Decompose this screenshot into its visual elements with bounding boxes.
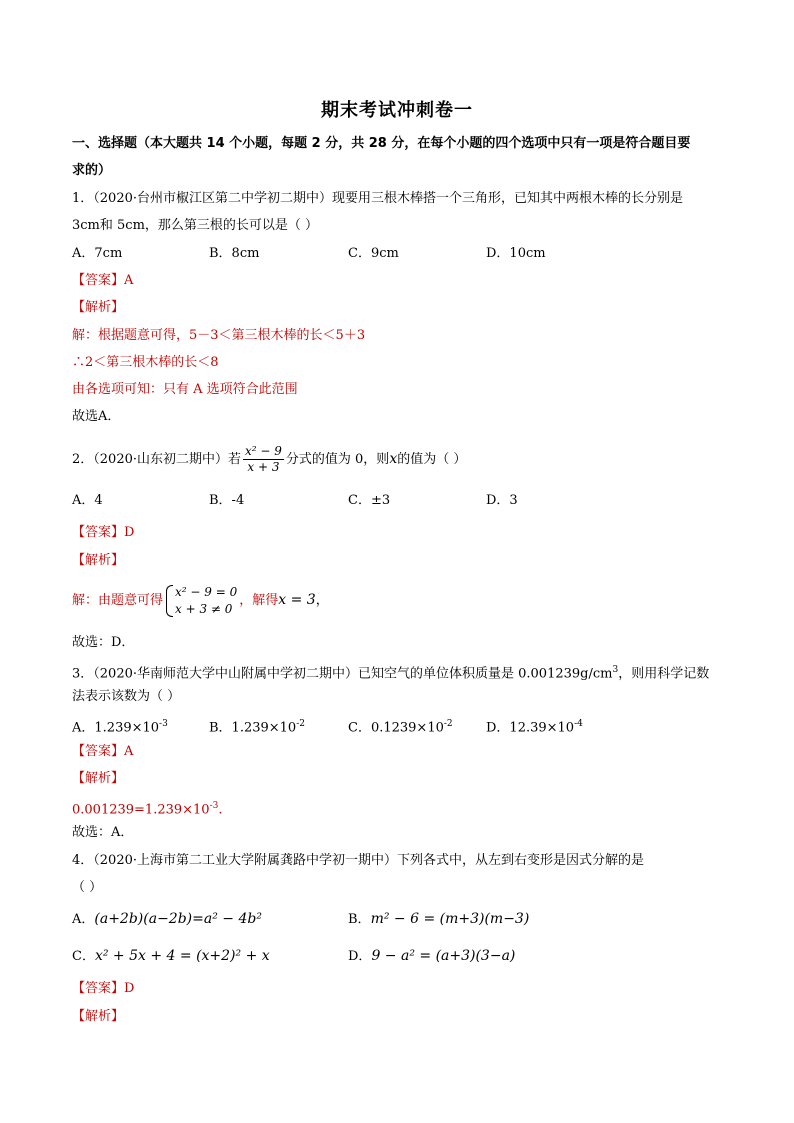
q1-solution-line3: 由各选项可知：只有 A 选项符合此范围 (72, 382, 298, 397)
q1-stem-line1: 1．（2020·台州市椒江区第二中学初二期中）现要用三根木棒搭一个三角形，已知其中两根木棒的长分别是 (72, 191, 683, 206)
q2-conclusion: 故选：D． (72, 635, 135, 650)
q2-solution-end: ， (315, 593, 329, 608)
q2-solution-middle: ，解得 (239, 593, 279, 608)
q3-option-a-label: A．1.239×10 (72, 720, 160, 736)
q3-conclusion: 故选：A． (72, 825, 134, 840)
q2-fraction-denominator: x + 3 (247, 460, 280, 474)
q3-stem-line1-b: ，则用科学记数 (618, 666, 710, 682)
q2-stem (72, 443, 466, 476)
q3-answer: 【答案】A (72, 744, 134, 759)
q2-stem-suffix: 的值为（ ） (397, 452, 467, 467)
q4-option-a-label: A． (72, 912, 95, 927)
q2-option-b: B．-4 (209, 493, 245, 508)
q3-solution-a: 0.001239=1.239×10 (72, 802, 210, 818)
q3-option-a (72, 715, 168, 737)
q2-solution-prefix: 解：由题意可得 (72, 593, 164, 608)
q2-answer: 【答案】D (72, 525, 135, 540)
q3-option-d (486, 715, 583, 737)
q3-option-c (348, 715, 453, 737)
q4-stem-line1: 4．（2020·上海市第二工业大学附属龚路中学初一期中）下列各式中，从左到右变形是因式分解的是 (72, 853, 644, 868)
q3-option-b (209, 715, 305, 737)
q3-solution (72, 797, 223, 819)
q2-equation-system (165, 584, 237, 618)
q3-solution-exponent: -3 (209, 801, 219, 811)
q2-system-eq1: x² − 9 = 0 (175, 584, 238, 599)
q4-answer: 【答案】D (72, 981, 135, 996)
q2-fraction-numerator: x² − 9 (245, 444, 282, 458)
q3-option-c-exponent: -2 (443, 719, 453, 729)
q2-analysis-label: 【解析】 (72, 553, 125, 568)
q2-option-a: A．4 (72, 493, 103, 508)
q2-solution-equation: x = 3 (278, 592, 316, 608)
q4-option-b-label: B． (348, 912, 371, 927)
q4-analysis-label: 【解析】 (72, 1009, 125, 1024)
q1-option-a: A．7cm (72, 246, 123, 261)
section-heading-line1: 一、选择题（本大题共 14 个小题，每题 2 分，共 28 分，在每个小题的四个选项中只有一项是符合题目要 (72, 136, 691, 151)
q3-option-b-exponent: -2 (296, 719, 305, 729)
q1-solution-inequality: 5－3＜第三根木棒的长＜5＋3 (189, 328, 366, 343)
q3-solution-b: . (218, 802, 223, 818)
q2-variable: x (389, 451, 398, 467)
q2-stem-middle: 分式的值为 0，则 (285, 452, 390, 467)
q1-option-b: B．8cm (209, 246, 260, 261)
q1-answer: 【答案】A (72, 273, 134, 288)
q3-option-d-label: D．12.39×10 (486, 720, 575, 736)
q1-conclusion: 故选A． (72, 409, 121, 424)
page-title: 期末考试冲刺卷一 (321, 100, 473, 121)
q2-fraction (243, 444, 284, 475)
q3-option-b-label: B．1.239×10 (209, 720, 297, 736)
q3-stem-unit-exponent: 3 (612, 665, 619, 675)
q4-option-c-label: C． (72, 949, 95, 964)
q2-stem-prefix: 2．（2020·山东初二期中）若 (72, 452, 241, 467)
q1-stem-line2: 3cm和 5cm，那么第三根的长可以是（ ） (72, 218, 319, 233)
q1-solution-line1 (72, 327, 365, 345)
q3-analysis-label: 【解析】 (72, 771, 125, 786)
q4-option-d-expression: 9 − a² = (a+3)(3−a) (371, 948, 516, 964)
q4-option-d (348, 947, 515, 966)
q4-option-b-expression: m² − 6 = (m+3)(m−3) (370, 911, 530, 927)
q4-option-a-expression: (a+2b)(a−2b)=a² − 4b² (94, 911, 262, 927)
q4-option-d-label: D． (348, 949, 372, 964)
q1-solution-line2: ∴2＜第三根木棒的长＜8 (72, 355, 219, 370)
q4-option-c-expression: x² + 5x + 4 = (x+2)² + x (94, 948, 270, 964)
q1-solution-prefix: 解：根据题意可得， (72, 328, 190, 343)
q1-analysis-label: 【解析】 (72, 300, 125, 315)
q4-option-c (72, 947, 270, 966)
q1-option-d: D．10cm (486, 246, 546, 261)
q4-stem-line2: （ ） (72, 880, 103, 895)
q3-stem-line1-a: 3．（2020·华南师范大学中山附属中学初二期中）已知空气的单位体积质量是 0.001239g/cm (72, 666, 613, 682)
q3-option-d-exponent: -4 (574, 719, 583, 729)
q3-option-a-exponent: -3 (159, 719, 168, 729)
q4-option-a (72, 910, 262, 929)
q2-option-c: C．±3 (348, 493, 391, 508)
q2-system-eq2: x + 3 ≠ 0 (175, 601, 233, 616)
q3-stem-line2: 法表示该数为（ ） (72, 689, 181, 704)
q3-stem-line1 (72, 661, 709, 683)
q3-option-c-label: C．0.1239×10 (348, 720, 444, 736)
section-heading-line2: 求的） (72, 163, 112, 178)
q2-option-d: D．3 (486, 493, 518, 508)
q2-solution (72, 583, 329, 618)
q1-option-c: C．9cm (348, 246, 399, 261)
q4-option-b (348, 910, 529, 929)
